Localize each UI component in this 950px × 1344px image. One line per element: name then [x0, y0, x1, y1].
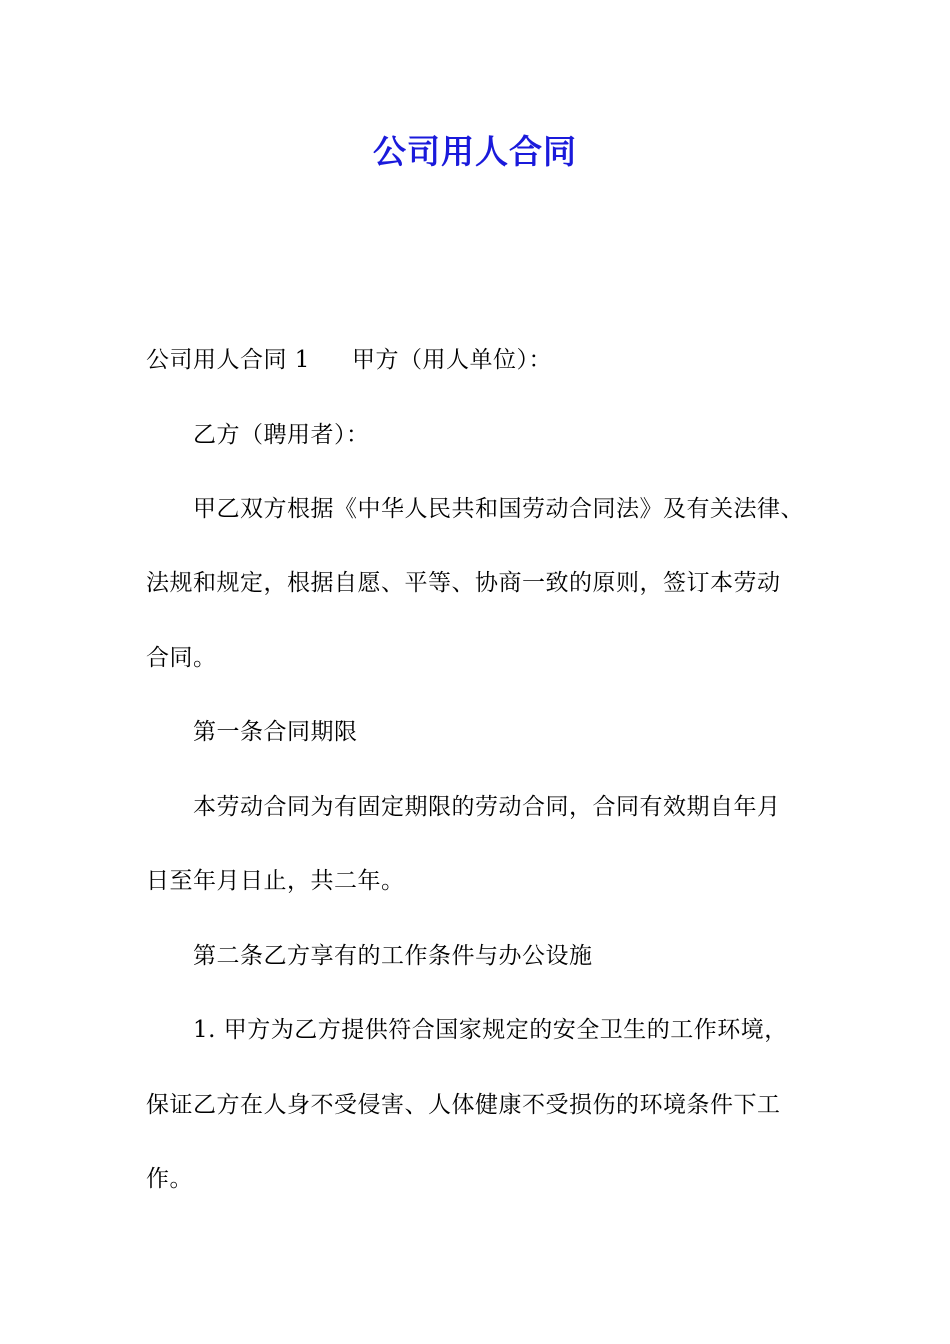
article-heading: 第一条合同期限 — [193, 719, 358, 745]
paragraph-line: 法规和规定，根据自愿、平等、协商一致的原则，签订本劳动 — [146, 570, 781, 596]
paragraph-line: 1. 甲方为乙方提供符合国家规定的安全卫生的工作环境， — [193, 1017, 788, 1043]
paragraph-line: 保证乙方在人身不受侵害、人体健康不受损伤的环境条件下工 — [146, 1092, 781, 1118]
paragraph-line: 甲乙双方根据《中华人民共和国劳动合同法》及有关法律、 — [193, 496, 804, 522]
party-b-label: 乙方（聘用者）： — [193, 422, 370, 448]
article-heading: 第二条乙方享有的工作条件与办公设施 — [193, 943, 593, 969]
contract-number: 公司用人合同 1 — [146, 347, 310, 373]
document-title: 公司用人合同 — [373, 132, 577, 171]
paragraph-line: 作。 — [146, 1166, 193, 1192]
paragraph-line: 合同。 — [146, 645, 217, 671]
paragraph-line: 本劳动合同为有固定期限的劳动合同，合同有效期自年月 — [193, 794, 781, 820]
party-a-label: 甲方（用人单位）： — [351, 347, 552, 373]
paragraph-line: 日至年月日止，共二年。 — [146, 868, 405, 894]
contract-heading-line — [146, 345, 552, 375]
